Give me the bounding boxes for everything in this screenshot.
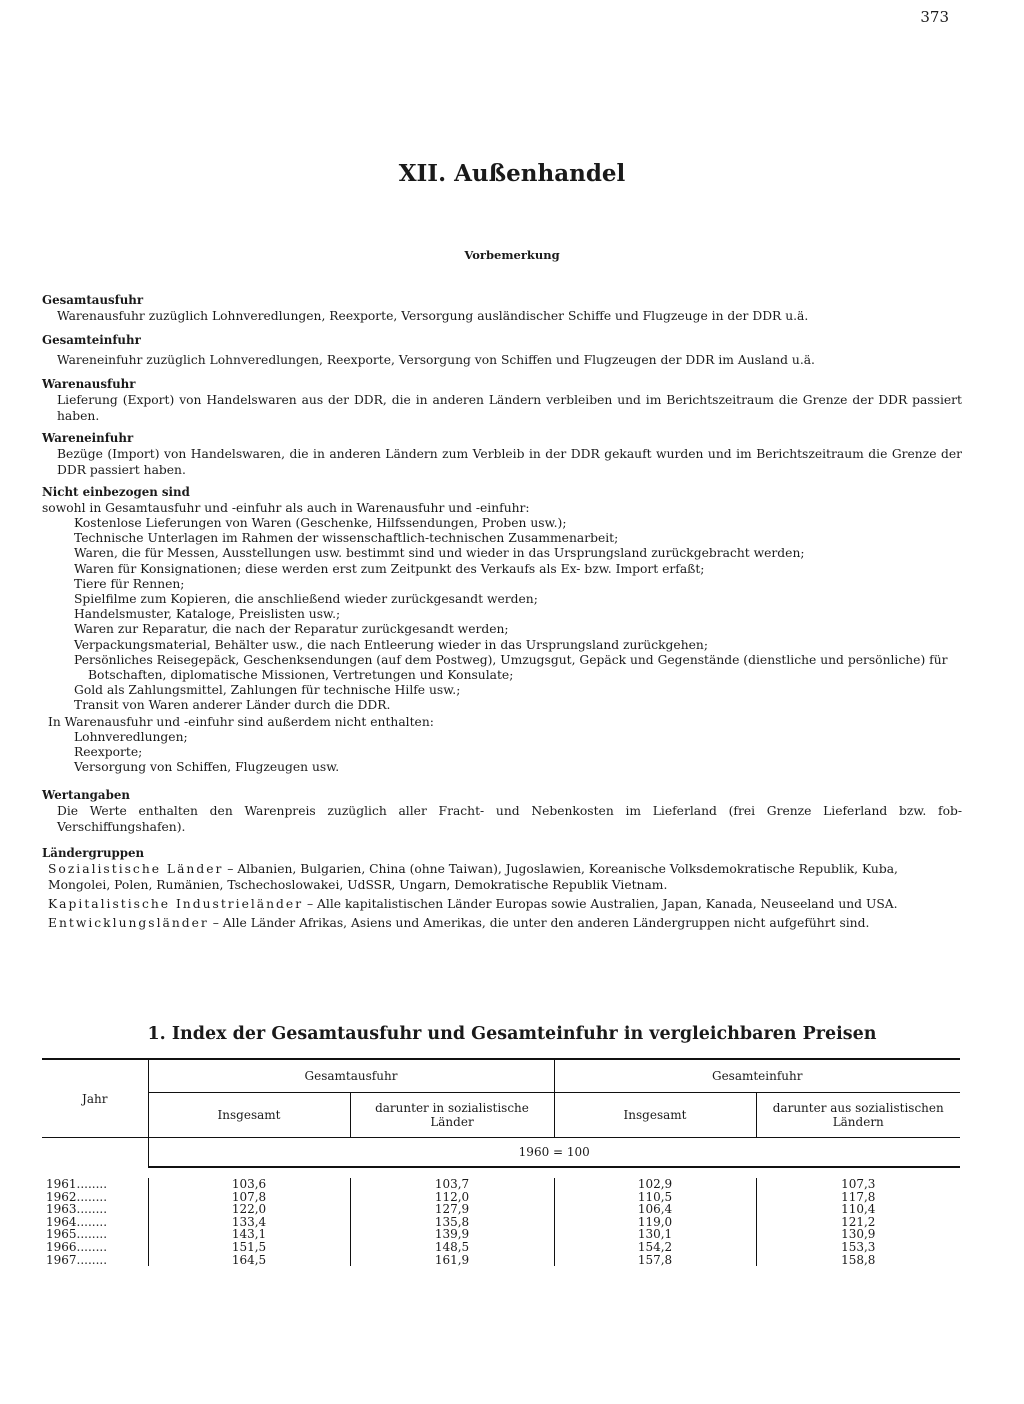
table-row [42, 1203, 960, 1216]
base-year-label: 1960 = 100 [148, 1138, 960, 1168]
country-group [42, 896, 962, 912]
cell-ausfuhr-sozialistisch: 148,5 [350, 1241, 554, 1254]
cell-ausfuhr-sozialistisch: 112,0 [350, 1191, 554, 1204]
group-header-gesamtausfuhr: Gesamtausfuhr [148, 1059, 554, 1093]
cell-einfuhr-insgesamt: 154,2 [554, 1241, 756, 1254]
cell-ausfuhr-sozialistisch: 103,7 [350, 1178, 554, 1191]
table-row [42, 1191, 960, 1204]
cell-ausfuhr-insgesamt: 151,5 [148, 1241, 350, 1254]
list-item: Spielfilme zum Kopieren, die anschließend wieder zurückgesandt werden; [74, 592, 538, 607]
country-group-name: Kapitalistische Industrieländer [48, 897, 304, 912]
spacer-row [42, 1167, 960, 1178]
base-spacer [42, 1138, 148, 1168]
text-warenausfuhr: Lieferung (Export) von Handelswaren aus der DDR, die in anderen Ländern verbleiben und im Berichtszeitraum die Grenze der DDR passiert haben. [57, 393, 962, 423]
table-row [42, 1178, 960, 1191]
list-item: Waren für Konsignationen; diese werden erst zum Zeitpunkt des Verkaufs als Ex- bzw. Import erfaßt; [74, 561, 705, 576]
cell-einfuhr-insgesamt: 119,0 [554, 1216, 756, 1229]
list-item: Gold als Zahlungsmittel, Zahlungen für technische Hilfe usw.; [74, 683, 461, 698]
heading-gesamteinfuhr: Gesamteinfuhr [42, 333, 141, 347]
cell-einfuhr-sozialistisch: 107,3 [756, 1178, 960, 1191]
list-item: Kostenlose Lieferungen von Waren (Geschenke, Hilfssendungen, Proben usw.); [74, 516, 567, 530]
text-wertangaben: Die Werte enthalten den Warenpreis zuzüglich aller Fracht- und Nebenkosten im Lieferland (frei Grenze Lieferland bzw. fob-Verschiffungshafen). [57, 804, 962, 835]
list-item: Tiere für Rennen; [74, 576, 185, 591]
cell-year: 1962........ [46, 1189, 108, 1204]
list-item: Technische Unterlagen im Rahmen der wissenschaftlich-technischen Zusammenarbeit; [74, 531, 619, 546]
table-row [42, 1216, 960, 1229]
text-nicht-einbezogen-intro2: In Warenausfuhr und -einfuhr sind außerdem nicht enthalten: [48, 714, 434, 729]
list-item: Lohnveredlungen; [74, 729, 188, 744]
list-item: Transit von Waren anderer Länder durch die DDR. [74, 698, 391, 713]
cell-ausfuhr-sozialistisch: 135,8 [350, 1216, 554, 1229]
cell-year: 1964........ [46, 1214, 108, 1229]
table-row [42, 1254, 960, 1267]
cell-ausfuhr-insgesamt: 107,8 [148, 1191, 350, 1204]
cell-einfuhr-insgesamt: 106,4 [554, 1203, 756, 1216]
list-item: Persönliches Reisegepäck, Geschenksendungen (auf dem Postweg), Umzugsgut, Gepäck und Gegenstände (dienstliche und persönliche) für [74, 652, 948, 667]
text-gesamteinfuhr: Wareneinfuhr zuzüglich Lohnveredlungen, Reexporte, Versorgung von Schiffen und Flugzeugen der DDR im Ausland u.ä. [57, 353, 815, 367]
cell-einfuhr-insgesamt: 110,5 [554, 1191, 756, 1204]
cell-einfuhr-insgesamt: 130,1 [554, 1228, 756, 1241]
text-wareneinfuhr: Bezüge (Import) von Handelswaren, die in anderen Ländern zum Verbleib in der DDR gekauft wurden und im Berichtszeitraum die Grenze der DDR passiert haben. [57, 447, 962, 477]
cell-einfuhr-sozialistisch: 110,4 [756, 1203, 960, 1216]
cell-einfuhr-sozialistisch: 158,8 [756, 1254, 960, 1267]
list-item: Reexporte; [74, 744, 143, 759]
heading-wareneinfuhr: Wareneinfuhr [42, 431, 134, 445]
table-title: 1. Index der Gesamtausfuhr und Gesamteinfuhr in vergleichbaren Preisen [147, 1024, 877, 1044]
col-header-ausfuhr-sozialistisch: darunter in sozialistische Länder [350, 1093, 554, 1138]
list-item: Handelsmuster, Kataloge, Preislisten usw.; [74, 607, 341, 622]
text-gesamtausfuhr: Warenausfuhr zuzüglich Lohnveredlungen, Reexporte, Versorgung ausländischer Schiffe und Flugzeuge in der DDR u.ä. [57, 309, 809, 323]
heading-gesamtausfuhr: Gesamtausfuhr [42, 293, 144, 307]
list-item: Waren, die für Messen, Ausstellungen usw. bestimmt sind und wieder in das Ursprungsland zurückgebracht werden; [74, 546, 805, 561]
group-header-gesamteinfuhr: Gesamteinfuhr [554, 1059, 960, 1093]
cell-year: 1965........ [46, 1227, 108, 1242]
country-group [42, 915, 962, 931]
cell-ausfuhr-insgesamt: 122,0 [148, 1203, 350, 1216]
list-item: Verpackungsmaterial, Behälter usw., die nach Entleerung wieder in das Ursprungsland zurückgehen; [74, 637, 708, 652]
cell-ausfuhr-sozialistisch: 127,9 [350, 1203, 554, 1216]
cell-ausfuhr-sozialistisch: 139,9 [350, 1228, 554, 1241]
country-group [42, 861, 962, 893]
cell-year: 1961........ [46, 1177, 108, 1191]
cell-ausfuhr-insgesamt: 143,1 [148, 1228, 350, 1241]
definitions-section [42, 288, 962, 931]
preliminary-remark-heading: Vorbemerkung [464, 248, 560, 262]
cell-einfuhr-sozialistisch: 153,3 [756, 1241, 960, 1254]
col-header-einfuhr-insgesamt: Insgesamt [554, 1093, 756, 1138]
country-group-text: – Albanien, Bulgarien, China (ohne Taiwan), Jugoslawien, Koreanische Volksdemokratische Republik, Kuba, Mongolei, Polen, Rumänien, Tschechoslowakei, UdSSR, Ungarn, Demokratische Republik Vietnam. [48, 862, 898, 893]
country-group-text: – Alle kapitalistischen Länder Europas sowie Australien, Japan, Kanada, Neuseeland und USA. [303, 897, 898, 912]
list-item: Botschaften, diplomatische Missionen, Vertretungen und Konsulate; [88, 668, 514, 683]
heading-wertangaben: Wertangaben [42, 788, 130, 803]
col-header-einfuhr-sozialistisch: darunter aus sozialistischen Ländern [756, 1093, 960, 1138]
cell-einfuhr-insgesamt: 102,9 [554, 1178, 756, 1191]
cell-ausfuhr-insgesamt: 133,4 [148, 1216, 350, 1229]
cell-einfuhr-sozialistisch: 130,9 [756, 1228, 960, 1241]
list-item: Versorgung von Schiffen, Flugzeugen usw. [74, 760, 340, 775]
cell-einfuhr-sozialistisch: 121,2 [756, 1216, 960, 1229]
index-table [42, 1058, 960, 1266]
chapter-title: XII. Außenhandel [398, 160, 626, 187]
cell-einfuhr-sozialistisch: 117,8 [756, 1191, 960, 1204]
heading-warenausfuhr: Warenausfuhr [42, 377, 136, 391]
cell-year: 1967........ [46, 1252, 108, 1267]
heading-laendergruppen: Ländergruppen [42, 846, 145, 861]
country-group-name: Sozialistische Länder [48, 862, 224, 877]
table-row [42, 1241, 960, 1254]
cell-ausfuhr-insgesamt: 164,5 [148, 1254, 350, 1267]
country-group-name: Entwicklungsländer [48, 916, 209, 931]
col-header-ausfuhr-insgesamt: Insgesamt [148, 1093, 350, 1138]
text-nicht-einbezogen-intro: sowohl in Gesamtausfuhr und -einfuhr als auch in Warenausfuhr und -einfuhr: [42, 501, 530, 515]
table-row [42, 1228, 960, 1241]
list-item: Waren zur Reparatur, die nach der Reparatur zurückgesandt werden; [74, 622, 509, 637]
cell-einfuhr-insgesamt: 157,8 [554, 1254, 756, 1267]
cell-ausfuhr-sozialistisch: 161,9 [350, 1254, 554, 1267]
cell-ausfuhr-insgesamt: 103,6 [148, 1178, 350, 1191]
page-number: 373 [920, 8, 949, 26]
heading-nicht-einbezogen: Nicht einbezogen sind [42, 485, 190, 499]
cell-year: 1963........ [46, 1202, 108, 1217]
country-group-text: – Alle Länder Afrikas, Asiens und Amerikas, die unter den anderen Ländergruppen nicht aufgeführt sind. [208, 916, 870, 931]
cell-year: 1966........ [46, 1239, 108, 1254]
col-header-jahr: Jahr [42, 1059, 148, 1138]
